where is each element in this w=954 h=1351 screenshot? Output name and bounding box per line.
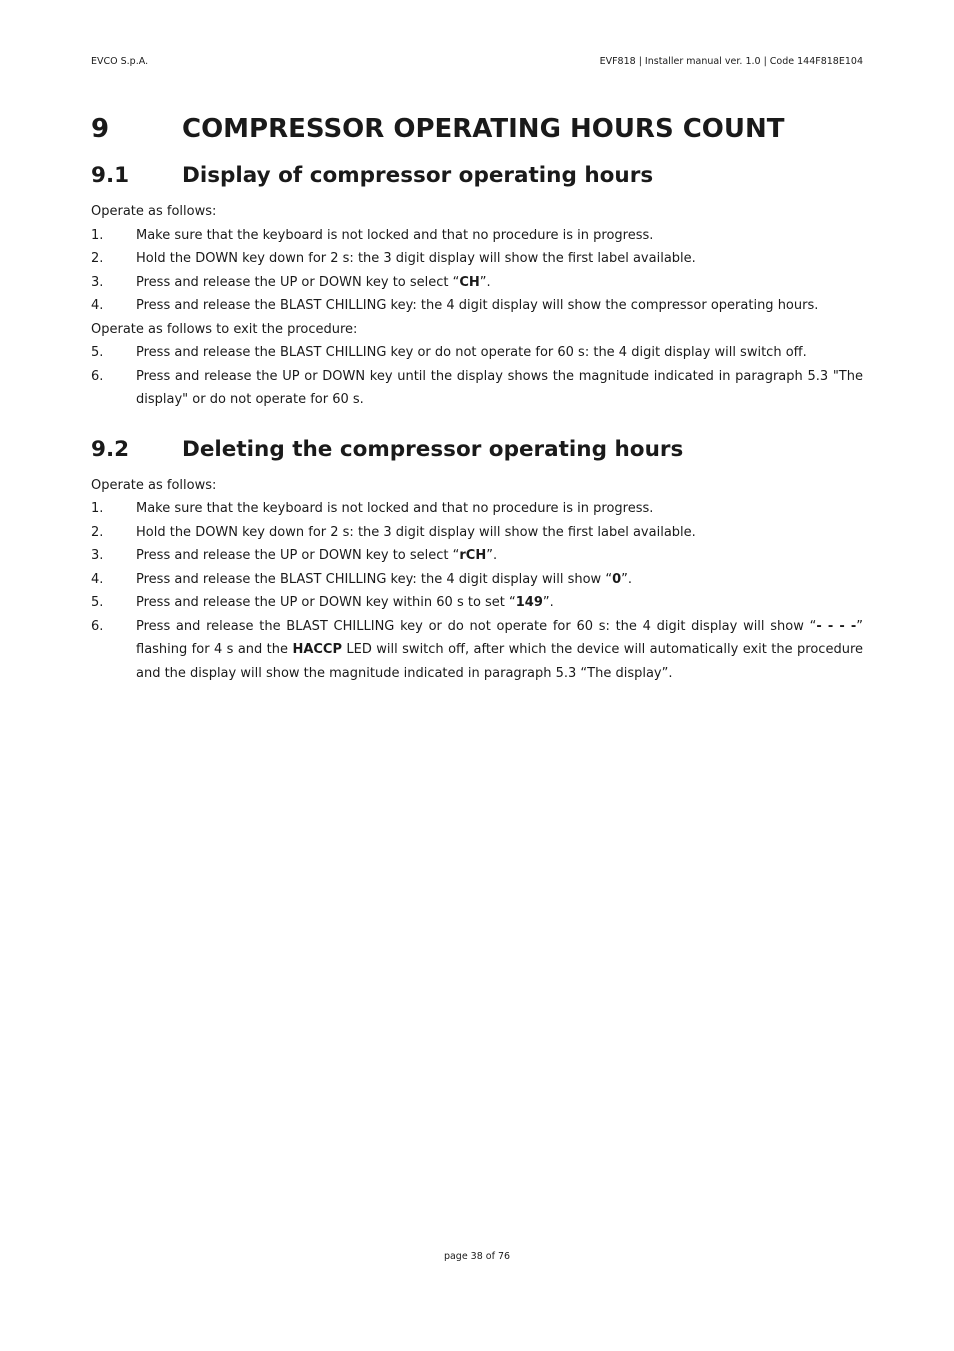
section-heading-9-2 xyxy=(91,436,863,464)
step-item xyxy=(91,544,863,568)
header-company: EVCO S.p.A. xyxy=(91,56,149,67)
chapter-title: COMPRESSOR OPERATING HOURS COUNT xyxy=(182,114,785,144)
page-number: page 38 of 76 xyxy=(443,1251,511,1262)
step-item xyxy=(91,521,863,545)
password-value: 149 xyxy=(515,595,543,610)
step-number: 3. xyxy=(91,274,104,290)
step-number: 5. xyxy=(91,595,104,610)
step-list xyxy=(91,497,863,685)
display-value: 0 xyxy=(612,571,622,587)
page-header xyxy=(91,56,863,67)
step-text: Press and release the BLAST CHILLING key or do not operate for 60 s: the 4 digit display will show “- - - -” flashing for 4 s and the HACCP LED will switch off, after which the device will automatically exit the procedure and the display will show the magnitude indicated in paragraph 5.3 “The display”. xyxy=(136,618,863,681)
step-item xyxy=(91,247,863,271)
section-title: Display of compressor operating hours xyxy=(182,163,654,188)
section-number: 9.1 xyxy=(91,163,130,188)
step-number: 6. xyxy=(91,618,104,634)
step-number: 4. xyxy=(91,298,104,313)
step-text: Press and release the UP or DOWN key until the display shows the magnitude indicated in paragraph 5.3 "The display" or do not operate for 60 s. xyxy=(136,368,863,407)
step-number: 2. xyxy=(91,524,104,540)
step-number: 1. xyxy=(91,227,104,243)
step-text: Press and release the UP or DOWN key to select “rCH”. xyxy=(136,548,498,563)
chapter-heading xyxy=(91,112,863,146)
section-title: Deleting the compressor operating hours xyxy=(182,436,684,462)
step-text: Press and release the BLAST CHILLING key: the 4 digit display will show the compressor operating hours. xyxy=(136,298,819,313)
section-intro: Operate as follows: xyxy=(91,477,217,493)
step-text: Make sure that the keyboard is not locked and that no procedure is in progress. xyxy=(136,501,654,516)
step-number: 1. xyxy=(91,501,104,516)
page-content xyxy=(91,112,863,685)
section-heading-9-1 xyxy=(91,162,863,190)
exit-intro: Operate as follows to exit the procedure: xyxy=(91,321,358,337)
step-item xyxy=(91,341,863,365)
step-text: Press and release the UP or DOWN key to select “CH”. xyxy=(136,274,491,290)
step-number: 4. xyxy=(91,571,104,587)
page-footer xyxy=(0,1251,954,1262)
header-document-info: EVF818 | Installer manual ver. 1.0 | Code 144F818E104 xyxy=(599,56,863,67)
step-text: Hold the DOWN key down for 2 s: the 3 digit display will show the first label available. xyxy=(136,524,696,540)
step-text: Press and release the BLAST CHILLING key: the 4 digit display will show “0”. xyxy=(136,571,632,587)
step-text: Press and release the UP or DOWN key within 60 s to set “149”. xyxy=(136,595,554,610)
step-item xyxy=(91,271,863,295)
step-text: Press and release the BLAST CHILLING key or do not operate for 60 s: the 4 digit display will switch off. xyxy=(136,345,807,360)
step-list xyxy=(91,224,863,318)
step-number: 3. xyxy=(91,548,104,563)
label-code: CH xyxy=(459,274,480,290)
exit-step-list xyxy=(91,341,863,412)
label-code: rCH xyxy=(459,548,487,563)
step-number: 5. xyxy=(91,345,104,360)
step-item xyxy=(91,615,863,686)
display-dashes: - - - - xyxy=(816,618,857,634)
step-number: 6. xyxy=(91,368,104,384)
step-item xyxy=(91,365,863,412)
step-text: Make sure that the keyboard is not locked and that no procedure is in progress. xyxy=(136,227,654,243)
step-item xyxy=(91,591,863,615)
step-number: 2. xyxy=(91,251,104,266)
step-item xyxy=(91,568,863,592)
step-item xyxy=(91,497,863,521)
step-text: Hold the DOWN key down for 2 s: the 3 digit display will show the first label available. xyxy=(136,251,696,266)
step-item xyxy=(91,294,863,318)
chapter-number: 9 xyxy=(91,114,110,144)
section-intro: Operate as follows: xyxy=(91,204,217,219)
section-number: 9.2 xyxy=(91,436,130,462)
step-item xyxy=(91,224,863,248)
led-name: HACCP xyxy=(292,642,342,657)
